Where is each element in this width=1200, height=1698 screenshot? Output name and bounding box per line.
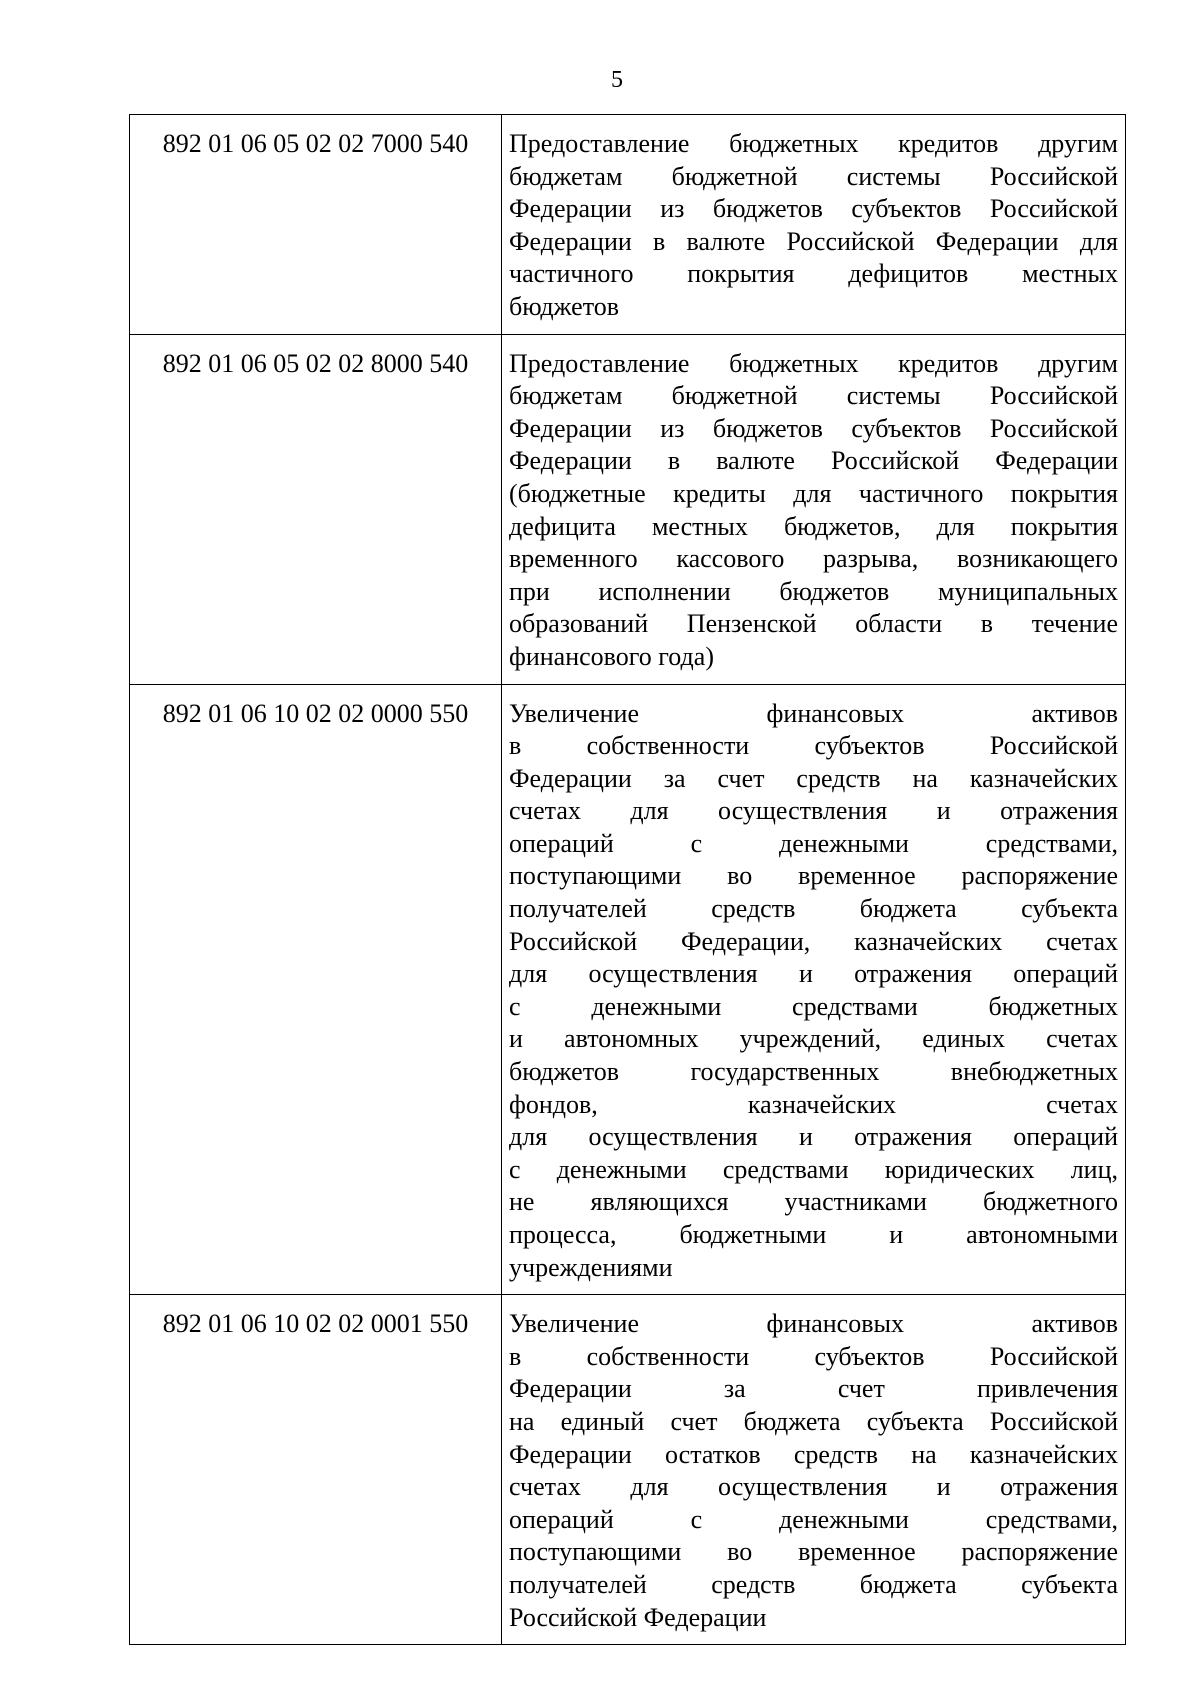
description-cell [502, 684, 1126, 1295]
description-line: фондов, казначейских счетах [509, 1089, 1118, 1119]
description-line: временного кассового разрыва, возникающего [509, 544, 1118, 574]
description-line: Федерации за счет средств на казначейских [509, 763, 1118, 793]
table-row [130, 684, 1126, 1295]
description-line: Федерации остатков средств на казначейских [509, 1439, 1118, 1469]
description-line: и автономных учреждений, единых счетах [509, 1024, 1118, 1054]
budget-code-cell: 892 01 06 10 02 02 0001 550 [130, 1295, 502, 1645]
description-cell [502, 1295, 1126, 1645]
description-line: не являющихся участниками бюджетного [509, 1187, 1118, 1217]
page-number: 5 [611, 67, 623, 93]
description-line: (бюджетные кредиты для частичного покрытия [509, 478, 1118, 508]
description-line: с денежными средствами бюджетных [509, 991, 1118, 1021]
description-line: на единый счет бюджета субъекта Российской [509, 1406, 1118, 1436]
description-line: при исполнении бюджетов муниципальных [509, 576, 1118, 606]
description-line: в собственности субъектов Российской [509, 1341, 1118, 1371]
description-line: получателей средств бюджета субъекта [509, 894, 1118, 924]
description-line: с денежными средствами юридических лиц, [509, 1154, 1118, 1184]
description-line: Российской Федерации, казначейских счетах [509, 926, 1118, 956]
description-line: Предоставление бюджетных кредитов другим [509, 129, 1118, 158]
description-line: в собственности субъектов Российской [509, 731, 1118, 761]
description-line: бюджетам бюджетной системы Российской [509, 161, 1118, 191]
description-line: поступающими во временное распоряжение [509, 1537, 1118, 1567]
description-line: Федерации в валюте Российской Федерации [509, 446, 1118, 476]
description-line: бюджетов государственных внебюджетных [509, 1057, 1118, 1087]
description-line: бюджетов [509, 291, 620, 321]
table-row [130, 334, 1126, 684]
description-line: Увеличение финансовых активов [509, 1309, 1118, 1339]
description-line: дефицита местных бюджетов, для покрытия [509, 511, 1118, 541]
description-line: процесса, бюджетными и автономными [509, 1220, 1118, 1249]
description-line: финансового года) [509, 641, 714, 671]
table-body [130, 115, 1126, 1645]
description-line: поступающими во временное распоряжение [509, 861, 1118, 891]
description-line: Российской Федерации [509, 1602, 767, 1632]
budget-code-cell: 892 01 06 05 02 02 7000 540 [130, 115, 502, 335]
table-row [130, 115, 1126, 335]
description-line: получателей средств бюджета субъекта [509, 1569, 1118, 1599]
description-line: Федерации из бюджетов субъектов Российской [509, 194, 1118, 224]
description-cell [502, 115, 1126, 335]
budget-code-cell: 892 01 06 10 02 02 0000 550 [130, 684, 502, 1295]
description-cell [502, 334, 1126, 684]
description-line: операций с денежными средствами, [509, 828, 1118, 858]
description-line: Федерации из бюджетов субъектов Российской [509, 413, 1118, 443]
budget-code-cell: 892 01 06 05 02 02 8000 540 [130, 334, 502, 684]
description-line: образований Пензенской области в течение [509, 609, 1118, 639]
description-line: Федерации в валюте Российской Федерации для [509, 226, 1118, 256]
description-line: счетах для осуществления и отражения [509, 796, 1118, 826]
description-line: для осуществления и отражения операций [509, 1122, 1118, 1152]
description-line: Увеличение финансовых активов [509, 698, 1118, 728]
description-line: бюджетам бюджетной системы Российской [509, 381, 1118, 411]
description-line: частичного покрытия дефицитов местных [509, 259, 1118, 289]
budget-codes-table [129, 114, 1126, 1645]
description-line: учреждениями [509, 1252, 673, 1282]
description-line: Федерации за счет привлечения [509, 1374, 1118, 1404]
description-line: Предоставление бюджетных кредитов другим [509, 348, 1118, 378]
description-line: для осуществления и отражения операций [509, 959, 1118, 989]
description-line: счетах для осуществления и отражения [509, 1472, 1118, 1502]
table-row [130, 1295, 1126, 1645]
description-line: операций с денежными средствами, [509, 1504, 1118, 1534]
